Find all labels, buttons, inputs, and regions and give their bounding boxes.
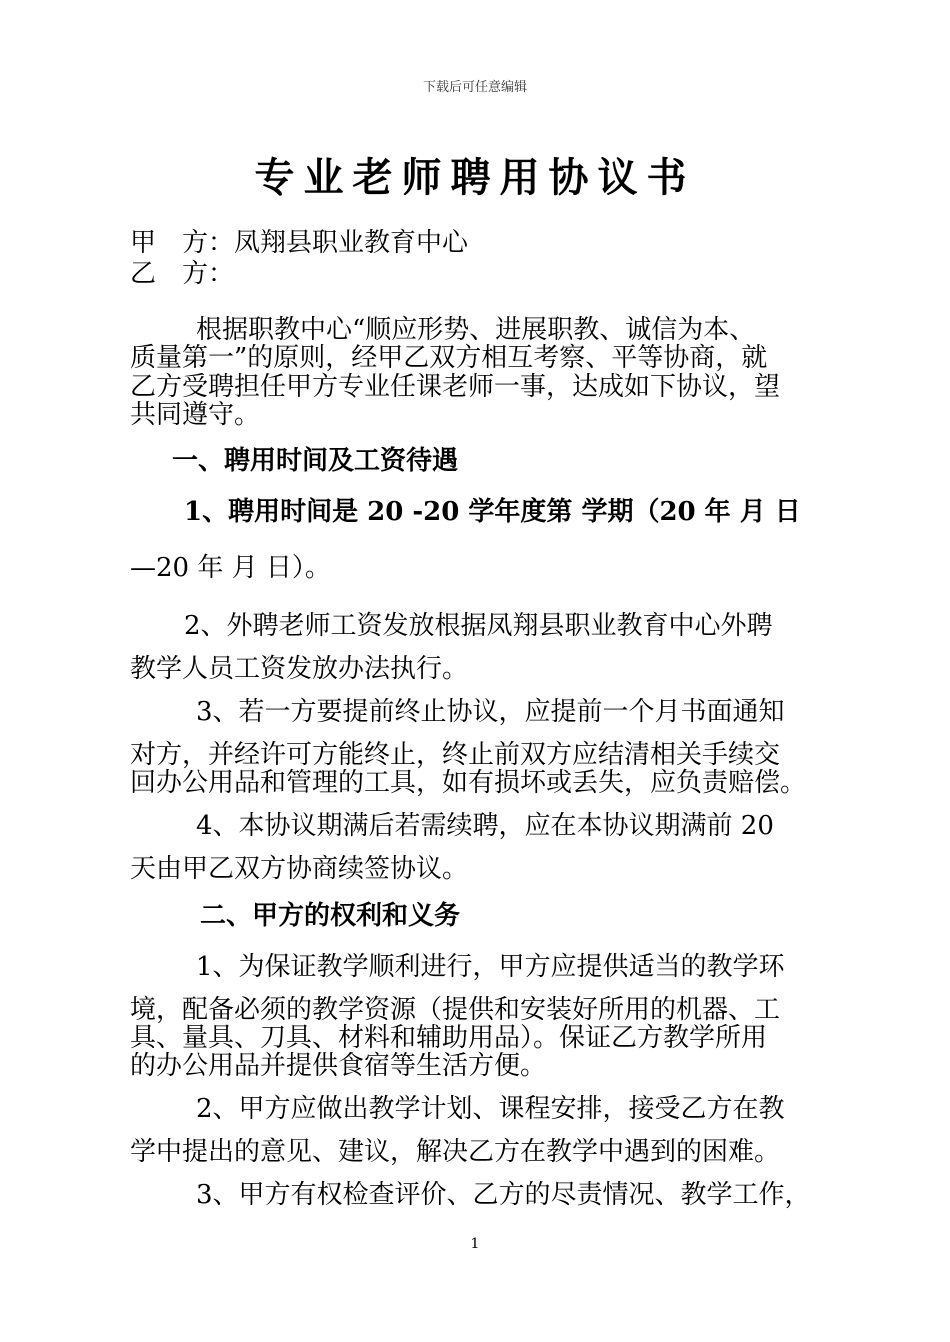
page-header: 下载后可任意编辑 <box>422 80 527 95</box>
page-number: 1 <box>470 1236 480 1252</box>
clause-line: 的办公用品并提供食宿等生活方便。 <box>130 1051 547 1081</box>
clause-line: 1、聘用时间是 20 -20 学年度第 学期（20 年 月 日 <box>184 497 801 527</box>
clause-line: 3、若一方要提前终止协议，应提前一个月书面通知 <box>196 697 785 727</box>
clause-line: 学中提出的意见、建议，解决乙方在教学中遇到的困难。 <box>130 1137 781 1167</box>
clause-line: 天由甲乙双方协商续签协议。 <box>130 854 469 884</box>
clause-line: 回办公用品和管理的工具，如有损坏或丢失，应负责赔偿。 <box>130 768 807 798</box>
clause-line: 2、甲方应做出教学计划、课程安排，接受乙方在教 <box>196 1094 785 1124</box>
clause-line: 教学人员工资发放办法执行。 <box>130 654 469 684</box>
section-heading: 二、甲方的权利和义务 <box>200 901 461 931</box>
clause-line: 2、外聘老师工资发放根据凤翔县职业教育中心外聘 <box>184 611 773 641</box>
intro-line: 质量第一”的原则，经甲乙双方相互考察、平等协商，就 <box>130 343 768 373</box>
clause-line: 3、甲方有权检查评价、乙方的尽责情况、教学工作， <box>196 1180 811 1210</box>
clause-line: 具、量具、刀具、材料和辅助用品）。保证乙方教学所用 <box>130 1023 768 1053</box>
intro-line: 乙方受聘担任甲方专业任课老师一事，达成如下协议，望 <box>130 372 781 402</box>
clause-line: 1、为保证教学顺利进行，甲方应提供适当的教学环 <box>196 952 785 982</box>
party-b-line: 乙 方： <box>130 259 235 289</box>
intro-line: 共同遵守。 <box>130 400 261 430</box>
section-heading: 一、聘用时间及工资待遇 <box>172 446 459 476</box>
clause-line: —20 年 月 日）。 <box>130 553 331 583</box>
clause-line: 境，配备必须的教学资源（提供和安装好所用的机器、工 <box>130 995 781 1025</box>
document-title: 专业老师聘用协议书 <box>254 154 696 201</box>
clause-line: 对方，并经许可方能终止，终止前双方应结清相关手续交 <box>130 740 781 770</box>
party-a-line: 甲 方：凤翔县职业教育中心 <box>130 228 469 258</box>
clause-line: 4、本协议期满后若需续聘，应在本协议期满前 20 <box>196 811 774 841</box>
intro-line: 根据职教中心“顺应形势、进展职教、诚信为本、 <box>196 315 756 345</box>
